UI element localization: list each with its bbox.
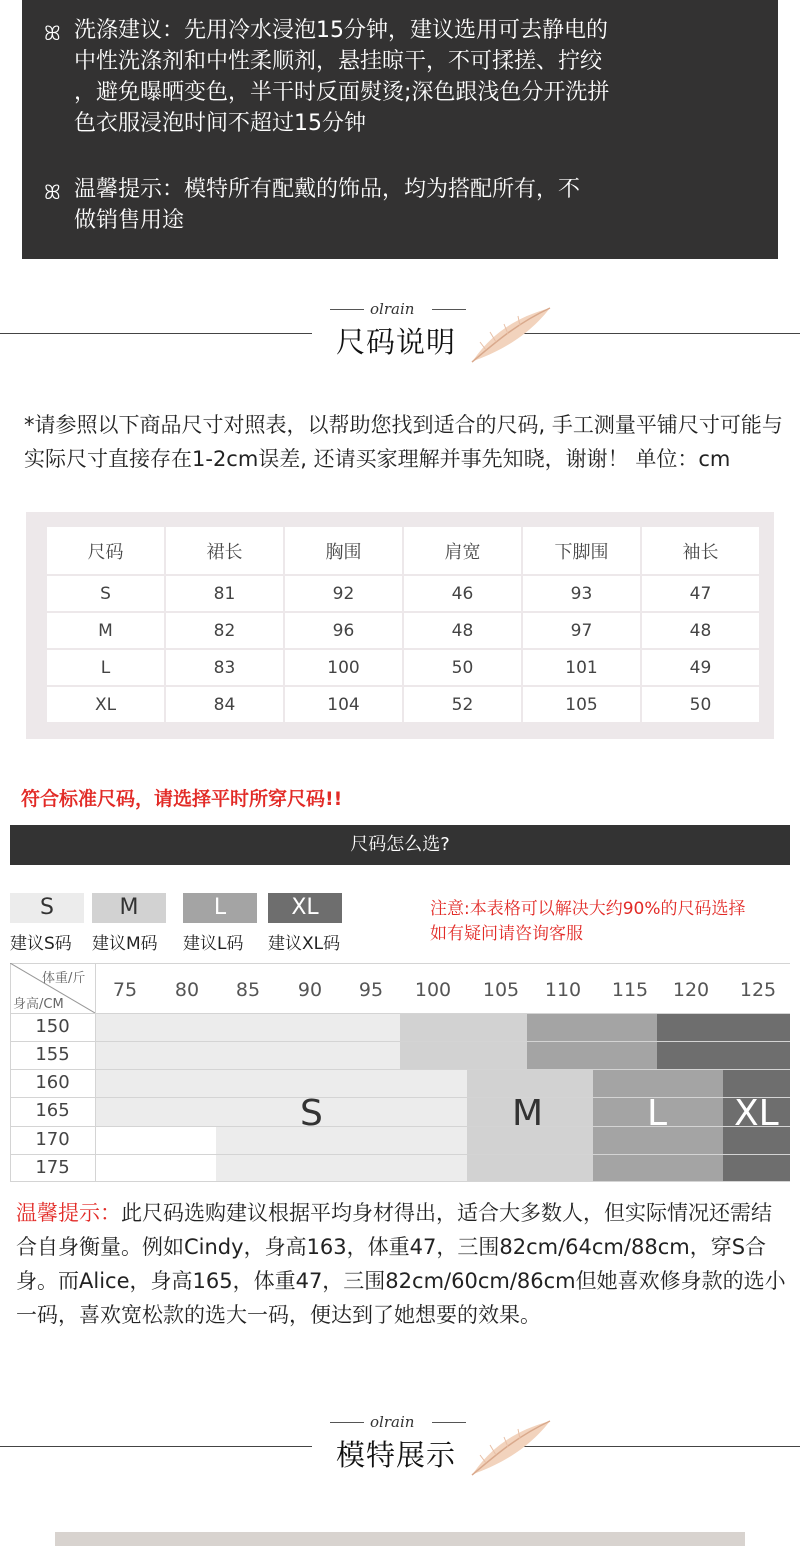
zone-label-s: S: [300, 1093, 323, 1134]
weight-label: 110: [544, 979, 582, 1001]
legend-item-l: [183, 893, 257, 954]
weight-label: 95: [358, 979, 384, 1001]
feather-icon: [466, 302, 556, 366]
tip-line: 温馨提示：模特所有配戴的饰品，均为搭配所有，不: [74, 177, 581, 202]
table-header-cell: 下脚围: [523, 527, 640, 574]
zone-label-m: M: [512, 1093, 544, 1134]
legend-label: 建议S码: [10, 934, 72, 954]
legend-swatch: S: [10, 893, 84, 923]
table-row: [47, 613, 759, 648]
divider: [0, 333, 312, 334]
table-cell: 105: [523, 687, 640, 722]
tip-body: 此尺码选购建议根据平均身材得出，适合大多数人，但实际情况还需结合自身衡量。例如Cindy，身高163，体重47，三围82cm/64cm/88cm，穿S合身。而Alice，身高165，体重47，三围82cm/60cm/86cm但她喜欢修身款的选小一码，喜欢宽松款的选大一码，便达到了她想要的效果。: [16, 1201, 786, 1327]
table-cell: 52: [404, 687, 521, 722]
table-cell: 50: [404, 650, 521, 685]
weight-label: 100: [414, 979, 452, 1001]
table-cell: 92: [285, 576, 402, 611]
zone-s: [95, 1013, 400, 1041]
weight-label: 125: [739, 979, 777, 1001]
table-header-row: [47, 527, 759, 574]
table-cell: 48: [404, 613, 521, 648]
section-title: 尺码说明: [336, 325, 457, 359]
size-intro-text: *请参照以下商品尺寸对照表，以帮助您找到适合的尺码, 手工测量平铺尺寸可能与实际尺寸直接存在1-2cm误差, 还请买家理解并事先知晓，谢谢！ 单位：cm: [24, 413, 783, 471]
corner-height-label: 身高/CM: [13, 997, 64, 1012]
wash-line: 中性洗涤剂和中性柔顺剂，悬挂晾干，不可揉搓、拧绞: [74, 49, 603, 74]
table-cell: 96: [285, 613, 402, 648]
model-section-header: [0, 1413, 800, 1483]
legend-item-m: [92, 893, 166, 954]
height-label: 150: [35, 1016, 70, 1037]
divider: [520, 333, 800, 334]
tip-prefix: 温馨提示：: [16, 1201, 121, 1225]
legend-swatch: L: [183, 893, 257, 923]
table-cell: M: [47, 613, 164, 648]
zone-label-xl: XL: [734, 1093, 779, 1134]
table-cell: 104: [285, 687, 402, 722]
weight-label: 85: [235, 979, 261, 1001]
height-label: 175: [35, 1157, 70, 1178]
table-header-cell: 胸围: [285, 527, 402, 574]
notice-line: 注意:本表格可以解决大约90%的尺码选择: [430, 899, 746, 919]
size-table-frame: [26, 512, 774, 739]
model-photo: [55, 1532, 745, 1546]
table-cell: 81: [166, 576, 283, 611]
corner-weight-label: 体重/斤: [42, 971, 86, 986]
feather-icon: [466, 1415, 556, 1479]
divider: [0, 1446, 312, 1447]
table-cell: L: [47, 650, 164, 685]
table-cell: 93: [523, 576, 640, 611]
brand-logo: olrain: [370, 1413, 415, 1431]
choose-size-bar: 尺码怎么选?: [10, 825, 790, 865]
table-cell: 82: [166, 613, 283, 648]
size-chart: [10, 963, 790, 1182]
notice-line: 如有疑问请咨询客服: [430, 924, 583, 944]
legend-label: 建议L码: [183, 934, 244, 954]
table-cell: 49: [642, 650, 759, 685]
legend-item-xl: [268, 893, 342, 954]
legend-swatch: M: [92, 893, 166, 923]
table-cell: 101: [523, 650, 640, 685]
legend-label: 建议M码: [92, 934, 158, 954]
weight-label: 75: [112, 979, 138, 1001]
divider: [520, 1446, 800, 1447]
height-label: 165: [35, 1100, 70, 1121]
table-cell: 84: [166, 687, 283, 722]
tip-line: 做销售用途: [74, 208, 185, 233]
table-cell: 100: [285, 650, 402, 685]
size-table: [45, 525, 761, 724]
wash-advice: [44, 15, 610, 139]
weight-label: 90: [297, 979, 323, 1001]
table-header-cell: 裙长: [166, 527, 283, 574]
table-header-cell: 尺码: [47, 527, 164, 574]
table-cell: S: [47, 576, 164, 611]
accessory-tip: [44, 174, 581, 236]
table-header-cell: 袖长: [642, 527, 759, 574]
height-label: 160: [35, 1072, 70, 1093]
brand-logo: olrain: [370, 300, 415, 318]
wash-line: 洗涤建议：先用冷水浸泡15分钟，建议选用可去静电的: [74, 18, 608, 43]
size-section-header: [0, 300, 800, 370]
weight-label: 80: [174, 979, 200, 1001]
bullet-icon: ꕤ: [44, 180, 58, 204]
height-label: 170: [35, 1129, 70, 1150]
table-row: [47, 687, 759, 722]
table-header-cell: 肩宽: [404, 527, 521, 574]
table-cell: 47: [642, 576, 759, 611]
table-cell: XL: [47, 687, 164, 722]
care-instructions-box: [22, 0, 778, 259]
weight-label: 115: [611, 979, 649, 1001]
bullet-icon: ꕤ: [44, 21, 58, 45]
table-cell: 46: [404, 576, 521, 611]
weight-label: 105: [482, 979, 520, 1001]
table-cell: 97: [523, 613, 640, 648]
height-label: 155: [35, 1044, 70, 1065]
weight-label: 120: [672, 979, 710, 1001]
zone-label-l: L: [647, 1093, 668, 1134]
table-cell: 50: [642, 687, 759, 722]
legend-swatch: XL: [268, 893, 342, 923]
legend-label: 建议XL码: [268, 934, 341, 954]
wash-line: ，避免曝晒变色，半干时反面熨烫;深色跟浅色分开洗拼: [74, 80, 610, 105]
fitting-tip: [16, 1196, 786, 1332]
legend-item-s: [10, 893, 84, 954]
table-row: [47, 650, 759, 685]
section-title: 模特展示: [336, 1438, 457, 1472]
size-note: 符合标准尺码，请选择平时所穿尺码!!: [21, 788, 343, 810]
notice-text: [430, 897, 746, 947]
table-cell: 83: [166, 650, 283, 685]
table-cell: 48: [642, 613, 759, 648]
wash-line: 色衣服浸泡时间不超过15分钟: [74, 111, 366, 136]
table-row: [47, 576, 759, 611]
